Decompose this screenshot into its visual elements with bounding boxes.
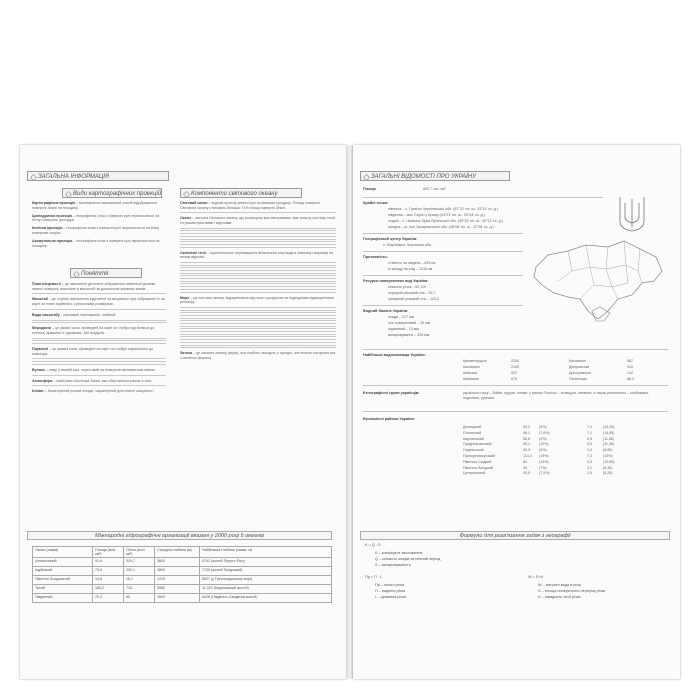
list-item: Північно-Східний 84 (14%) 4,9 (10,85): [463, 459, 615, 464]
table-cell: 11 022 (Маріанський жолоб): [200, 585, 332, 594]
water-balance-label: Водний баланс України:: [363, 309, 409, 313]
concept-entry: Меридіани – це умовні кола, проведені на карті чи глобусі від полюса до полюса; довжина їх однакова, 180 градусів.: [32, 326, 155, 335]
list-item: Київське 922 Дністровське 142: [463, 371, 633, 375]
extent-north-south: з півночі на південь – 893 км: [388, 261, 436, 265]
table-cell: Атлантичний: [33, 558, 93, 567]
ocean-entry: Океан – частина Світового океану, що розміщена між материками, має власну систему течій та режим припливів і відпливів.: [180, 216, 336, 225]
list-item: Причорноморський 113,4 (19%) 7,3 (15%): [463, 453, 613, 458]
projection-entry: Циліндрична проекція – географічна сітка з поверхні кулі переноситься на бічну поверхню циліндра.: [32, 213, 160, 223]
ocean-entry: Море – це частина океану, відокремлена від нього суходолом чи підводними підвищеннями рельєфу.: [180, 295, 334, 305]
extent-west-east: із заходу на схід – 1316 км: [388, 267, 433, 271]
list-item: Центральний 45,5 (7,5%) 2,5 (5,25): [463, 471, 613, 476]
table-cell: 329,7: [124, 558, 155, 567]
left-page: [20, 145, 347, 679]
list-item: Подільський 40,9 (6%) 4,3 (8,85): [463, 448, 613, 453]
table-cell: 14,8: [93, 576, 124, 585]
area-label: Площа: [363, 187, 376, 191]
list-item: Придніпровський 59,1 (10%) 5,5 (11,36): [463, 442, 615, 447]
table-header-cell: Океан (назва): [33, 547, 93, 558]
water-balance-row: підземний – 13 мм: [388, 327, 419, 331]
list-item: Кременчуцьке 2250 Каховське 567: [463, 359, 633, 363]
table-header-cell: Об'єм (млн км³): [124, 547, 155, 558]
formula-text: S – випаровуваність: [375, 563, 411, 567]
table-cell: 1225: [155, 576, 200, 585]
formula-text: W – витрати води в річці: [538, 583, 582, 587]
trident-icon: [617, 193, 647, 233]
table-row: [33, 567, 332, 576]
projections-header: Види картографічних проекцій: [62, 188, 162, 198]
list-item: Карпатський 56,6 (9%) 6,5 (11,86): [463, 436, 615, 441]
ocean-list: [180, 201, 336, 364]
projection-entry: Азимутальна проекція – географічна сітка з поверхні кулі переноситься на площину.: [32, 239, 160, 248]
list-item: Столичний 46,1 (7,6%) 7,1 (14,65): [463, 430, 615, 435]
concept-entry: Масштаб – це ступінь зменшення відстаней на місцевості при зображенні їх на карті чи плані порівняно з реальними розмірами.: [32, 297, 165, 306]
formula-text: V – швидкість течії річки: [538, 595, 581, 599]
reservoirs-label: Найбільші водосховища України:: [363, 353, 426, 357]
formulas-header: Формули для розв'язання задач з географії: [360, 531, 670, 540]
table-cell: 7725 (жолоб Зондський): [200, 567, 332, 576]
water-balance-row: стік поверхневий – 39 мм: [388, 321, 431, 325]
table-row: [33, 585, 332, 594]
concept-entry: Види масштабу : числовий, іменований, лінійний.: [32, 312, 117, 317]
table-cell: Тихий: [33, 585, 93, 594]
ocean-entry: Світовий океан – водний простір земної кулі за межами суходолу. Площа поверхні Світового океану становить близько 71% площі поверхні Землі.: [180, 201, 320, 210]
notebook-spread: [20, 145, 680, 680]
list-item: Донецький 53,2 (9%) 7,4 (15,25): [463, 425, 615, 429]
formula-text: L – довжина річки: [375, 595, 407, 599]
extreme-point-east: східна – с. Червона Зірка Луганської обл. (49°15' пн. ш., 40°13' сх. д.): [388, 219, 503, 223]
concept-entry: План місцевості – це зменшене детальне зображення невеликої ділянки земної поверхні, виконане в масштабі за допомогою умовних знаків.: [32, 282, 156, 291]
list-item: Канівське 675 Печенізьке 86,2: [463, 377, 634, 381]
ocean-components-header: Компоненти світового океану: [180, 188, 302, 198]
table-row: [33, 594, 332, 603]
geo-center-label: Географічний центр України:: [363, 237, 418, 241]
general-info-header: ЗАГАЛЬНА ІНФОРМАЦІЯ: [27, 171, 169, 181]
formula-text: W = S×V: [528, 575, 544, 579]
table-header-cell: Середня глибина (м): [155, 547, 200, 558]
table-cell: 18,1: [124, 576, 155, 585]
geo-center-value: с. Мар'янівка, Черкаська обл.: [383, 243, 433, 247]
formula-text: Пр = П : L: [365, 575, 383, 579]
water-resources-label: Ресурси поверхневих вод України:: [363, 279, 429, 283]
oceans-table-caption: Міжнародні гідрографічні організації вказані у 2000 році 5 океанів: [27, 531, 332, 540]
ocean-entry: Затока – це частина океану (моря), яка глибоко заходить у суходіл, але вільно сполучається з океаном (морем).: [180, 351, 336, 360]
extent-label: Протяжність:: [363, 255, 388, 259]
ukraine-info-header: ЗАГАЛЬНІ ВІДОМОСТІ ПРО УКРАЇНУ: [360, 171, 510, 181]
projections-list: [32, 201, 166, 252]
water-balance-row: опади – 377 мм: [388, 315, 414, 319]
table-cell: 91,6: [93, 558, 124, 567]
ethnic-groups-text: українські горці – бойки, гуцули, лемки; у межах Полісся – поліщуки, литвини; а також регіональні – слобожани, подоляни, руснаки: [463, 391, 650, 400]
table-header-cell: Найбільша глибина (назва, м): [200, 547, 332, 558]
list-item: Північно-Західний 44 (7%) 3,1 (8,45): [463, 465, 613, 470]
extreme-points-label: Крайні точки:: [363, 201, 389, 205]
ethnic-groups-label: Етнографічні групи українців:: [363, 391, 420, 395]
table-header-cell: Площа (млн км²): [93, 547, 124, 558]
projection-entry: Картографічна проекція – математично визначений спосіб відображення поверхні Землі на площину.: [32, 201, 157, 210]
table-header-row: [33, 547, 332, 558]
table-cell: 292,1: [124, 567, 155, 576]
area-value: 603,7 тис. км²: [423, 187, 446, 191]
formula-text: Q – кількість опадів за певний період: [375, 557, 441, 561]
formula-text: П – падіння річки: [375, 589, 406, 593]
extreme-point-south: південна – мис Сарич у Криму (44°23' пн. ш., 33°44' сх. д.): [388, 213, 485, 217]
table-row: [33, 558, 332, 567]
concept-entry: Паралелі – це умовні кола, проведені на карті чи глобусі паралельно до екватора.: [32, 346, 153, 356]
table-cell: 3890: [155, 567, 200, 576]
table-cell: 3980: [155, 585, 200, 594]
extreme-point-north: північна – с. Грем'яч Чернігівської обл. (52°22' пн. ш., 33°11' сх. д.): [388, 207, 499, 211]
concepts-list: [32, 282, 166, 397]
concept-entry: Атмосфера – повітряна оболонка Землі, яка обертається разом із нею.: [32, 378, 153, 383]
ocean-entry: Океанічні течії – горизонтальне переміщення величезних мас води в певному напрямку на великі відстані.: [180, 250, 334, 260]
table-cell: 165,2: [93, 585, 124, 594]
table-cell: 710: [124, 585, 155, 594]
table-cell: 3600: [155, 558, 200, 567]
right-page: [353, 145, 680, 679]
list-item: Каховське 2155 Дніпровське 410: [463, 365, 633, 369]
table-row: [33, 576, 332, 585]
water-resources-row: середній річковий стік – 54,7: [388, 291, 436, 295]
oceans-table: [32, 546, 332, 603]
formula-text: S – площа поперечного перерізу річки: [538, 589, 606, 593]
projection-entry: Конічна проекція – географічна сітка з поверхні кулі переноситься на бічну поверхню конуса.: [32, 226, 160, 235]
table-cell: Південний: [33, 594, 93, 603]
table-cell: 73,6: [93, 567, 124, 576]
formula-text: K – коефіцієнт зволоження: [375, 551, 423, 555]
table-cell: 8428 (Південно-Сандвічів жолоб): [200, 594, 332, 603]
table-cell: 3500: [155, 594, 200, 603]
table-cell: 20,3: [93, 594, 124, 603]
economic-regions-list: [463, 425, 663, 477]
concept-entry: Вулкан – отвір у земній корі, через який на поверхню виливається магма.: [32, 367, 156, 372]
table-cell: 5527 (у Гренландському морі): [200, 576, 332, 585]
table-cell: 60: [124, 594, 155, 603]
formula-text: K = Q : S: [365, 543, 381, 547]
table-cell: Північно Льодовитий: [33, 576, 93, 585]
table-cell: 8742 (жолоб Пуерто-Ріко): [200, 558, 332, 567]
concept-entry: Клімат – багаторічний режим погоди, характерний для певної місцевості.: [32, 389, 155, 394]
table-cell: Індійський: [33, 567, 93, 576]
concepts-header: Поняття: [70, 268, 142, 278]
extreme-point-west: західна – м. Чоп Закарпатської обл. (48°06' пн. ш., 22°08' сх. д.): [388, 225, 494, 229]
formula-text: Пр – похил річки: [375, 583, 405, 587]
water-balance-row: випаровування – 325 мм: [388, 333, 430, 337]
water-resources-row: кількість річок – 63 119: [388, 285, 426, 289]
water-resources-row: сумарний річковий стік – 123,0: [388, 297, 440, 301]
economic-regions-label: Економічні райони України:: [363, 417, 416, 421]
ukraine-map-outline: [528, 237, 668, 325]
